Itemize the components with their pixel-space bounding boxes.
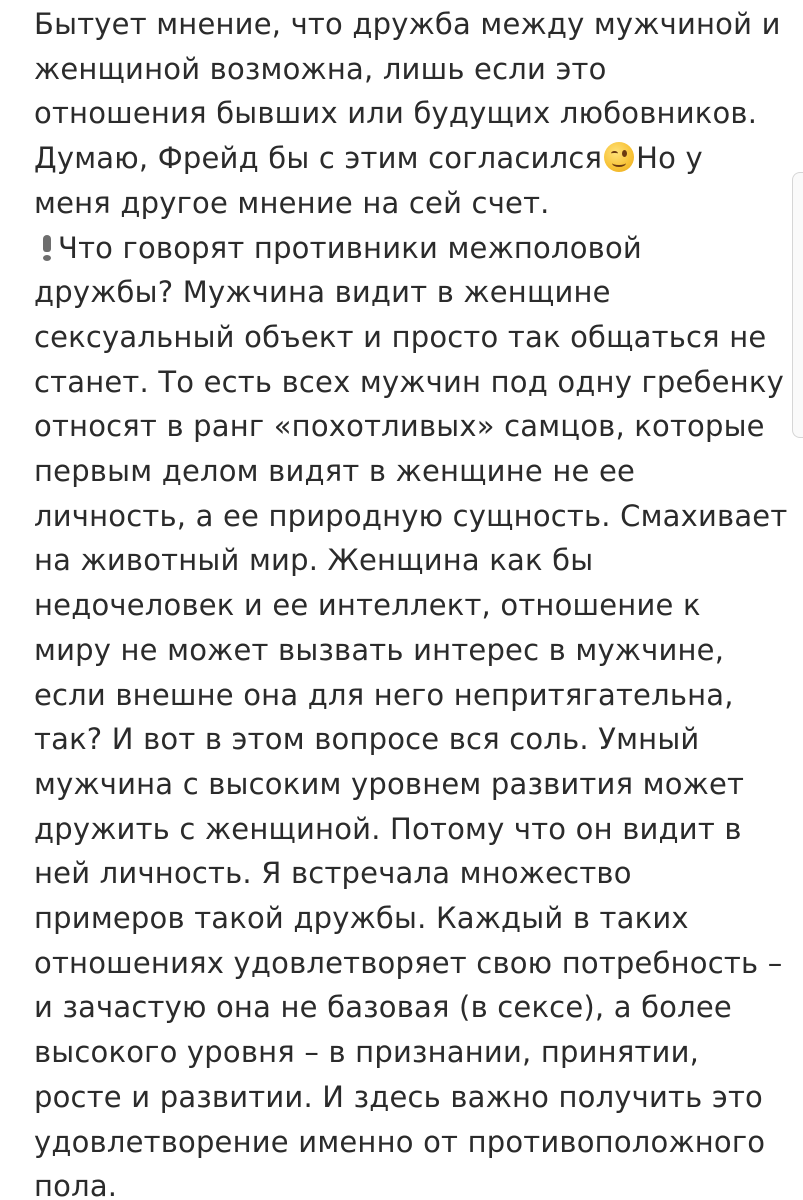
wink-emoji-icon bbox=[604, 142, 634, 172]
text-line: отношения бывших или будущих любовников. bbox=[34, 96, 758, 131]
text-line: удовлетворение именно от противоположного bbox=[34, 1124, 766, 1159]
text-line: примеров такой дружбы. Каждый в таких bbox=[34, 901, 689, 936]
text-line: и зачастую она не базовая (в сексе), а более bbox=[34, 990, 732, 1025]
text-line bbox=[34, 226, 786, 271]
text-line: дружбы? Мужчина видит в женщине bbox=[34, 275, 611, 310]
text-line: мужчина с высоким уровнем развития может bbox=[34, 766, 745, 801]
text-line: если внешне она для него непритягательна, bbox=[34, 677, 734, 712]
text-line: ней личность. Я встречала множество bbox=[34, 856, 632, 891]
text-line: относят в ранг «похотливых» самцов, которые bbox=[34, 409, 765, 444]
scrollbar-handle[interactable] bbox=[792, 172, 803, 438]
text-line: станет. То есть всех мужчин под одну гребенку bbox=[34, 364, 784, 399]
text-line: недочеловек и ее интеллект, отношение к bbox=[34, 588, 701, 623]
article-body bbox=[34, 2, 786, 1200]
text-line: на животный мир. Женщина как бы bbox=[34, 543, 594, 578]
exclamation-icon bbox=[42, 235, 52, 261]
wink-eye bbox=[622, 150, 627, 157]
text-line: женщиной возможна, лишь если это bbox=[34, 51, 607, 86]
text-line: так? И вот в этом вопросе вся соль. Умный bbox=[34, 722, 700, 757]
text-line: высокого уровня – в признании, принятии, bbox=[34, 1035, 700, 1070]
text-line: первым делом видят в женщине не ее bbox=[34, 454, 636, 489]
text-line: миру не может вызвать интерес в мужчине, bbox=[34, 632, 725, 667]
text-line: пола. bbox=[34, 1169, 118, 1200]
text-line bbox=[34, 136, 786, 181]
text-line: меня другое мнение на сей счет. bbox=[34, 185, 550, 220]
text-line: отношениях удовлетворяет свою потребность – bbox=[34, 945, 783, 980]
text-line: личность, а ее природную сущность. Смахивает bbox=[34, 498, 788, 533]
text-line: дружить с женщиной. Потому что он видит в bbox=[34, 811, 742, 846]
text-line: сексуальный объект и просто так общаться не bbox=[34, 319, 767, 354]
text-segment: Что говорят противники межполовой bbox=[58, 230, 642, 265]
text-line: росте и развитии. И здесь важно получить это bbox=[34, 1079, 763, 1114]
text-segment: Думаю, Фрейд бы с этим согласился bbox=[34, 141, 603, 176]
text-segment: Но у bbox=[636, 141, 703, 176]
text-line: Бытует мнение, что дружба между мужчиной и bbox=[34, 7, 781, 41]
